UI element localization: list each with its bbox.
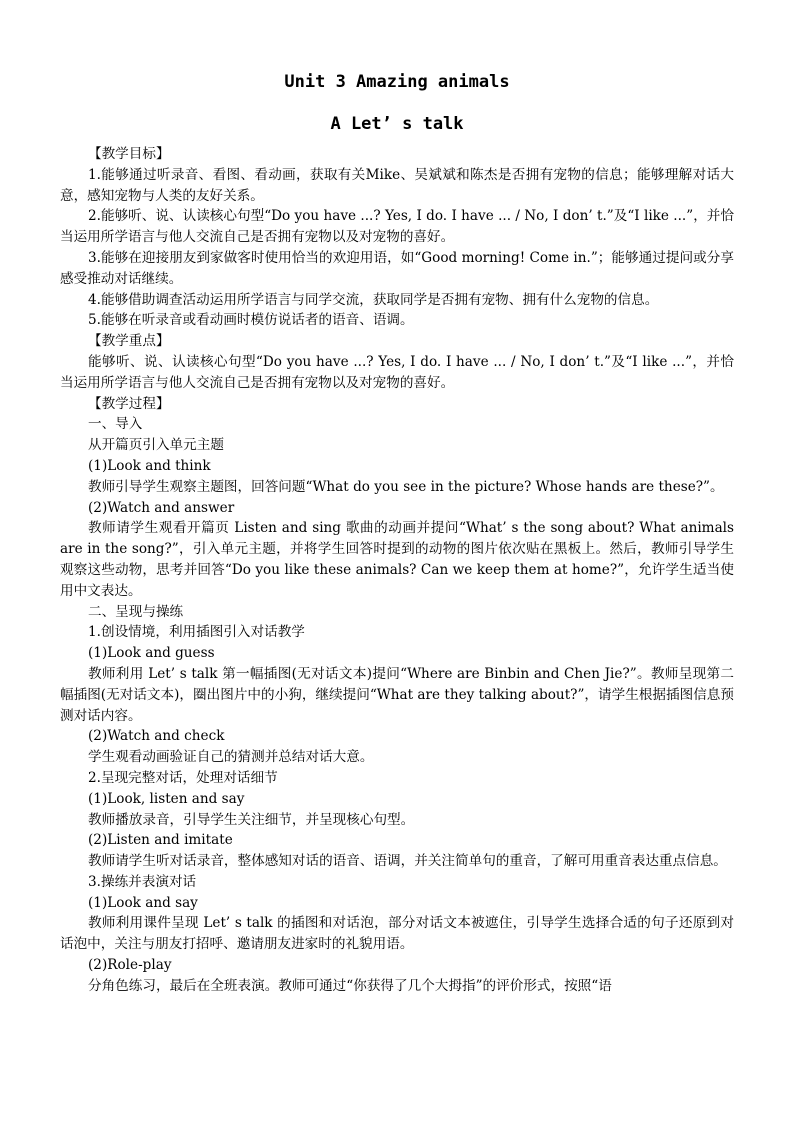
activity-look-and-guess-text: 教师利用 Let’ s talk 第一幅插图(无对话文本)提问“Where are Binbin and Chen Jie?”。教师呈现第二幅插图(无对话文本)，圈出图片中的小狗，继续提问“What are they talking about?”，请学生根据插图信息预测对话内容。: [60, 665, 734, 724]
activity-watch-and-check: (2)Watch and check: [88, 728, 225, 745]
key-points-text: 能够听、说、认读核心句型“Do you have ...? Yes, I do. I have ... / No, I don’ t.”及“I like ...”，并恰当运用所学语言与他人交流自己是否拥有宠物以及对宠物的喜好。: [60, 353, 734, 391]
section-heading-objectives: 【教学目标】: [88, 146, 170, 162]
document-title: Unit 3 Amazing animals: [284, 72, 510, 92]
activity-role-play: (2)Role-play: [88, 957, 172, 974]
activity-listen-and-imitate-text: 教师请学生听对话录音，整体感知对话的语音、语调，并关注简单句的重音，了解可用重音表达重点信息。: [88, 853, 727, 870]
objective-5: 5.能够在听录音或看动画时模仿说话者的语音、语调。: [88, 312, 414, 329]
substep-3-heading: 3.操练并表演对话: [88, 873, 197, 890]
activity-role-play-text: 分角色练习，最后在全班表演。教师可通过“你获得了几个大拇指”的评价形式，按照“语: [88, 977, 612, 994]
activity-watch-and-answer-text: 教师请学生观看开篇页 Listen and sing 歌曲的动画并提问“What’ s the song about? What animals are in the song?”，引入单元主题，并将学生回答时提到的动物的图片依次贴在黑板上。然后，教师引导学生观察这些动物，思考并回答“Do you like these animals? Can we keep them at home?”，允许学生适当使用中文表达。: [60, 520, 734, 599]
activity-look-and-think: (1)Look and think: [88, 457, 211, 474]
substep-1-heading: 1.创设情境，利用插图引入对话教学: [88, 624, 305, 641]
section-heading-key-points: 【教学重点】: [88, 333, 170, 350]
objective-3: 3.能够在迎接朋友到家做客时使用恰当的欢迎用语，如“Good morning! Come in.”；能够通过提问或分享感受推动对话继续。: [60, 249, 734, 287]
activity-look-and-guess: (1)Look and guess: [88, 645, 215, 662]
document-subtitle: A Let’ s talk: [330, 114, 464, 134]
section-heading-process: 【教学过程】: [88, 395, 170, 412]
document-body: [60, 144, 734, 997]
activity-look-listen-say: (1)Look, listen and say: [88, 790, 245, 807]
step-heading-intro: 一、导入: [88, 416, 143, 433]
objective-1: 1.能够通过听录音、看图、看动画，获取有关Mike、吴斌斌和陈杰是否拥有宠物的信息；能够理解对话大意，感知宠物与人类的友好关系。: [60, 166, 734, 204]
activity-watch-and-answer: (2)Watch and answer: [88, 499, 235, 516]
objective-4: 4.能够借助调查活动运用所学语言与同学交流，获取同学是否拥有宠物、拥有什么宠物的信息。: [88, 291, 659, 308]
activity-look-and-say: (1)Look and say: [88, 894, 198, 911]
activity-look-and-think-text: 教师引导学生观察主题图，回答问题“What do you see in the picture? Whose hands are these?”。: [88, 478, 724, 495]
step-heading-presentation: 二、呈现与操练: [88, 603, 184, 620]
activity-watch-and-check-text: 学生观看动画验证自己的猜测并总结对话大意。: [88, 749, 374, 766]
activity-look-listen-say-text: 教师播放录音，引导学生关注细节，并呈现核心句型。: [88, 811, 415, 828]
activity-listen-and-imitate: (2)Listen and imitate: [88, 832, 233, 849]
substep-2-heading: 2.呈现完整对话，处理对话细节: [88, 769, 278, 786]
intro-subheading: 从开篇页引入单元主题: [88, 437, 224, 454]
activity-look-and-say-text: 教师利用课件呈现 Let’ s talk 的插图和对话泡，部分对话文本被遮住，引导学生选择合适的句子还原到对话泡中，关注与朋友打招呼、邀请朋友进家时的礼貌用语。: [60, 915, 734, 953]
objective-2: 2.能够听、说、认读核心句型“Do you have ...? Yes, I do. I have ... / No, I don’ t.”及“I like ...”，并恰当运用所学语言与他人交流自己是否拥有宠物以及对宠物的喜好。: [60, 208, 734, 246]
